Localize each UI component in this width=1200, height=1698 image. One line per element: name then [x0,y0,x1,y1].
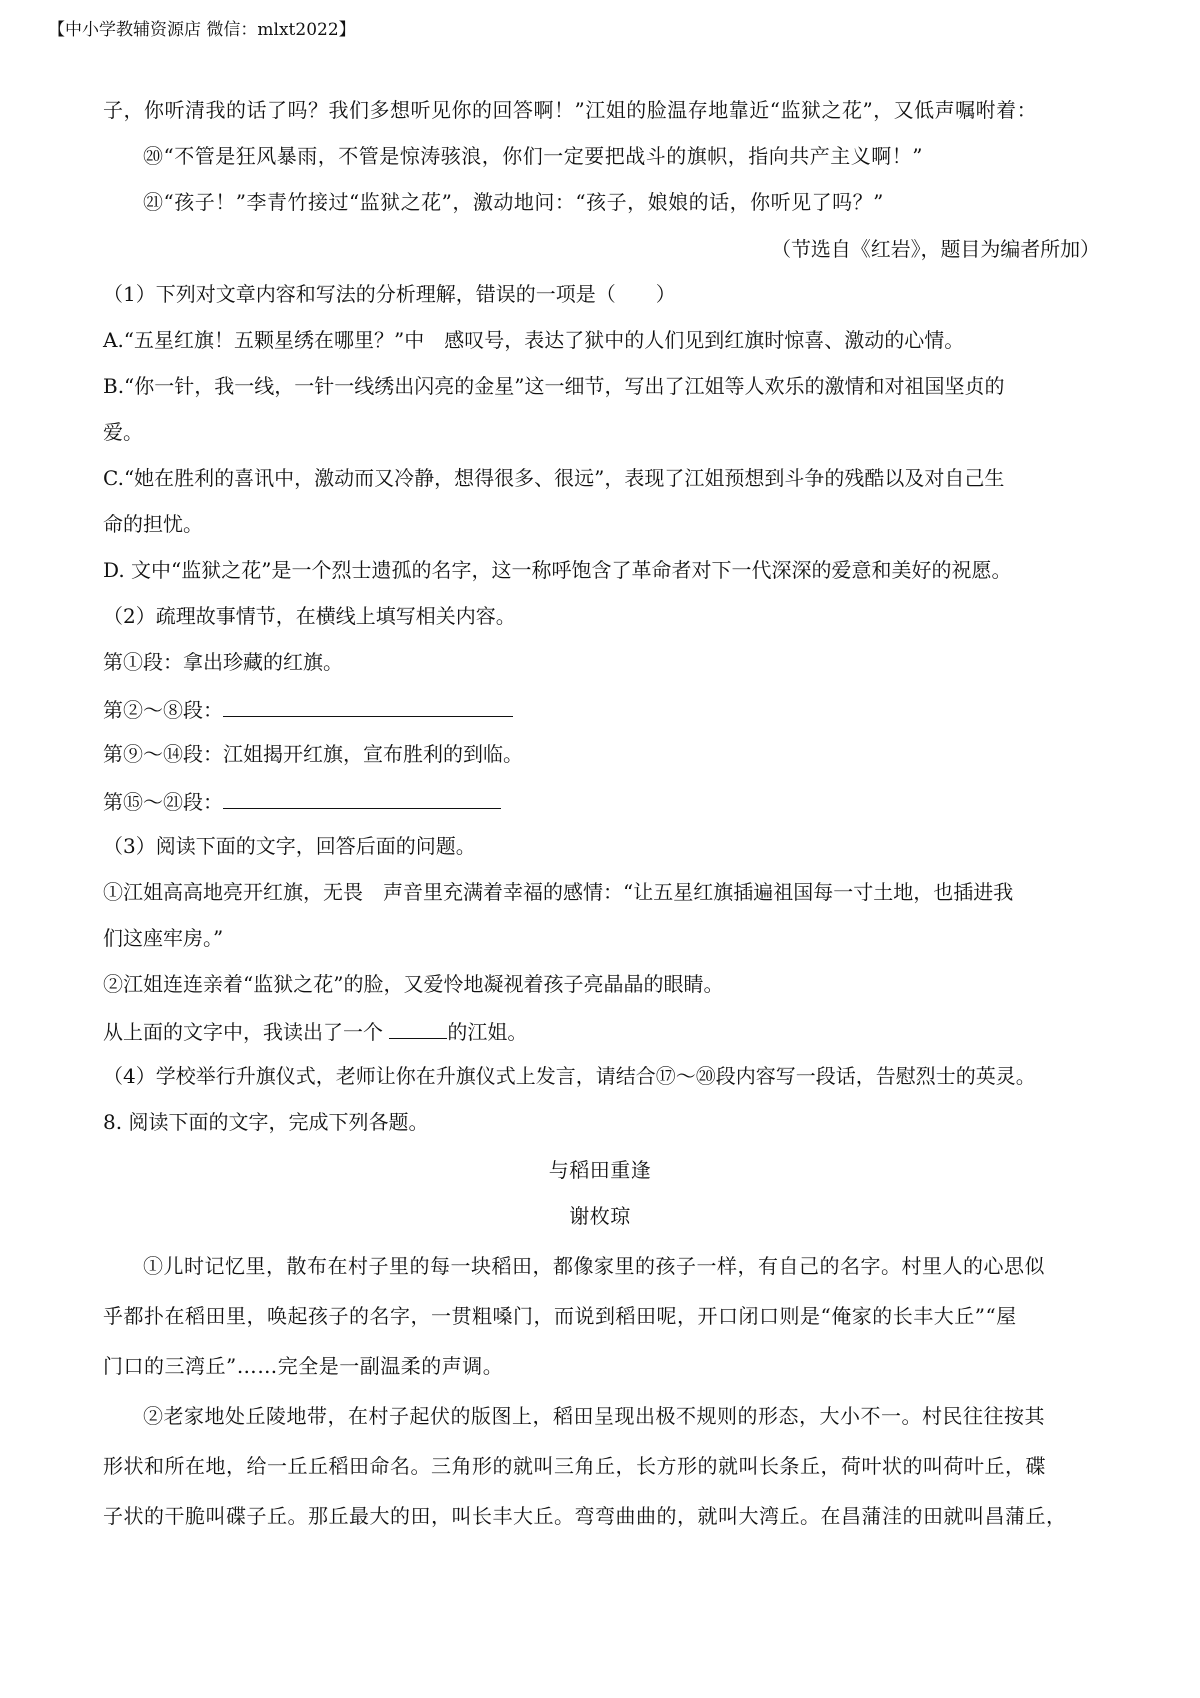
question-1-option-d: D. 文中“监狱之花”是一个烈士遗孤的名字，这一称呼饱含了革命者对下一代深深的爱意和美好的祝愿。 [103,558,1012,582]
article-author: 谢枚琼 [569,1204,631,1228]
question-3-ask-prefix: 从上面的文字中，我读出了一个 [103,1020,390,1044]
question-4-stem: （4）学校举行升旗仪式，老师让你在升旗仪式上发言，请结合⑰～⑳段内容写一段话，告慰烈士的英灵。 [103,1064,1036,1088]
article-title: 与稻田重逢 [548,1158,652,1182]
question-1-option-b-line1: B.“你一针，我一线，一针一线绣出闪亮的金星”这一细节，写出了江姐等人欢乐的激情和对祖国坚贞的 [103,374,1005,398]
question-3-ask-suffix: 的江姐。 [447,1020,528,1044]
question-2-item-3: 第⑨～⑭段：江姐揭开红旗，宣布胜利的到临。 [103,742,523,766]
question-1-option-b-line2: 爱。 [103,420,143,444]
question-3-ask [103,1020,527,1042]
page-header: 【中小学教辅资源店 微信：mlxt2022】 [48,20,356,40]
question-3-stem: （3）阅读下面的文字，回答后面的问题。 [103,834,476,858]
article-paragraph-1-line2: 乎都扑在稻田里，唤起孩子的名字，一贯粗嗓门，而说到稻田呢，开口闭口则是“俺家的长丰大丘”“屋 [103,1304,1017,1328]
question-1-option-c-line1: C.“她在胜利的喜讯中，激动而又冷静，想得很多、很远”，表现了江姐预想到斗争的残酷以及对自己生 [103,466,1005,490]
question-2-item-4-label: 第⑮～㉑段： [103,790,223,814]
question-3-sentence-1-line1: ①江姐高高地亮开红旗，无畏 声音里充满着幸福的感情：“让五星红旗插遍祖国每一寸土地，也插进我 [103,880,1014,904]
answer-blank[interactable] [389,1020,447,1039]
passage-paragraph-20: ⑳“不管是狂风暴雨，不管是惊涛骇浪，你们一定要把战斗的旗帜，指向共产主义啊！” [143,144,923,168]
question-3-sentence-2: ②江姐连连亲着“监狱之花”的脸，又爱怜地凝视着孩子亮晶晶的眼睛。 [103,972,724,996]
article-paragraph-2-line1: ②老家地处丘陵地带，在村子起伏的版图上，稻田呈现出极不规则的形态，大小不一。村民往往按其 [143,1404,1045,1428]
passage-paragraph-19-tail: 子，你听清我的话了吗？我们多想听见你的回答啊！”江姐的脸温存地靠近“监狱之花”，又低声嘱咐着： [103,98,1038,122]
answer-blank[interactable] [223,790,501,809]
article-paragraph-2-line2: 形状和所在地，给一丘丘稻田命名。三角形的就叫三角丘，长方形的就叫长条丘，荷叶状的叫荷叶丘，碟 [103,1454,1046,1478]
question-1-option-a: A.“五星红旗！五颗星绣在哪里？”中 感叹号，表达了狱中的人们见到红旗时惊喜、激动的心情。 [103,328,965,352]
passage-source: （节选自《红岩》，题目为编者所加） [771,237,1100,261]
passage-paragraph-21: ㉑“孩子！”李青竹接过“监狱之花”，激动地问：“孩子，娘娘的话，你听见了吗？” [143,190,884,214]
question-1-stem: （1）下列对文章内容和写法的分析理解，错误的一项是（ ） [103,282,676,306]
question-2-item-1: 第①段：拿出珍藏的红旗。 [103,650,343,674]
question-2-item-4 [103,790,501,812]
question-2-stem: （2）疏理故事情节，在横线上填写相关内容。 [103,604,516,628]
article-paragraph-1-line1: ①儿时记忆里，散布在村子里的每一块稻田，都像家里的孩子一样，有自己的名字。村里人的心思似 [143,1254,1045,1278]
question-8-stem: 8. 阅读下面的文字，完成下列各题。 [103,1110,429,1134]
article-paragraph-1-line3: 门口的三湾丘”……完全是一副温柔的声调。 [103,1354,504,1378]
question-2-item-2-label: 第②～⑧段： [103,698,223,722]
article-paragraph-2-line3: 子状的干脆叫碟子丘。那丘最大的田，叫长丰大丘。弯弯曲曲的，就叫大湾丘。在昌蒲洼的田就叫昌蒲丘， [103,1504,1067,1528]
question-3-sentence-1-line2: 们这座牢房。” [103,926,224,950]
answer-blank[interactable] [223,698,513,717]
question-1-option-c-line2: 命的担忧。 [103,512,203,536]
question-2-item-2 [103,698,513,720]
